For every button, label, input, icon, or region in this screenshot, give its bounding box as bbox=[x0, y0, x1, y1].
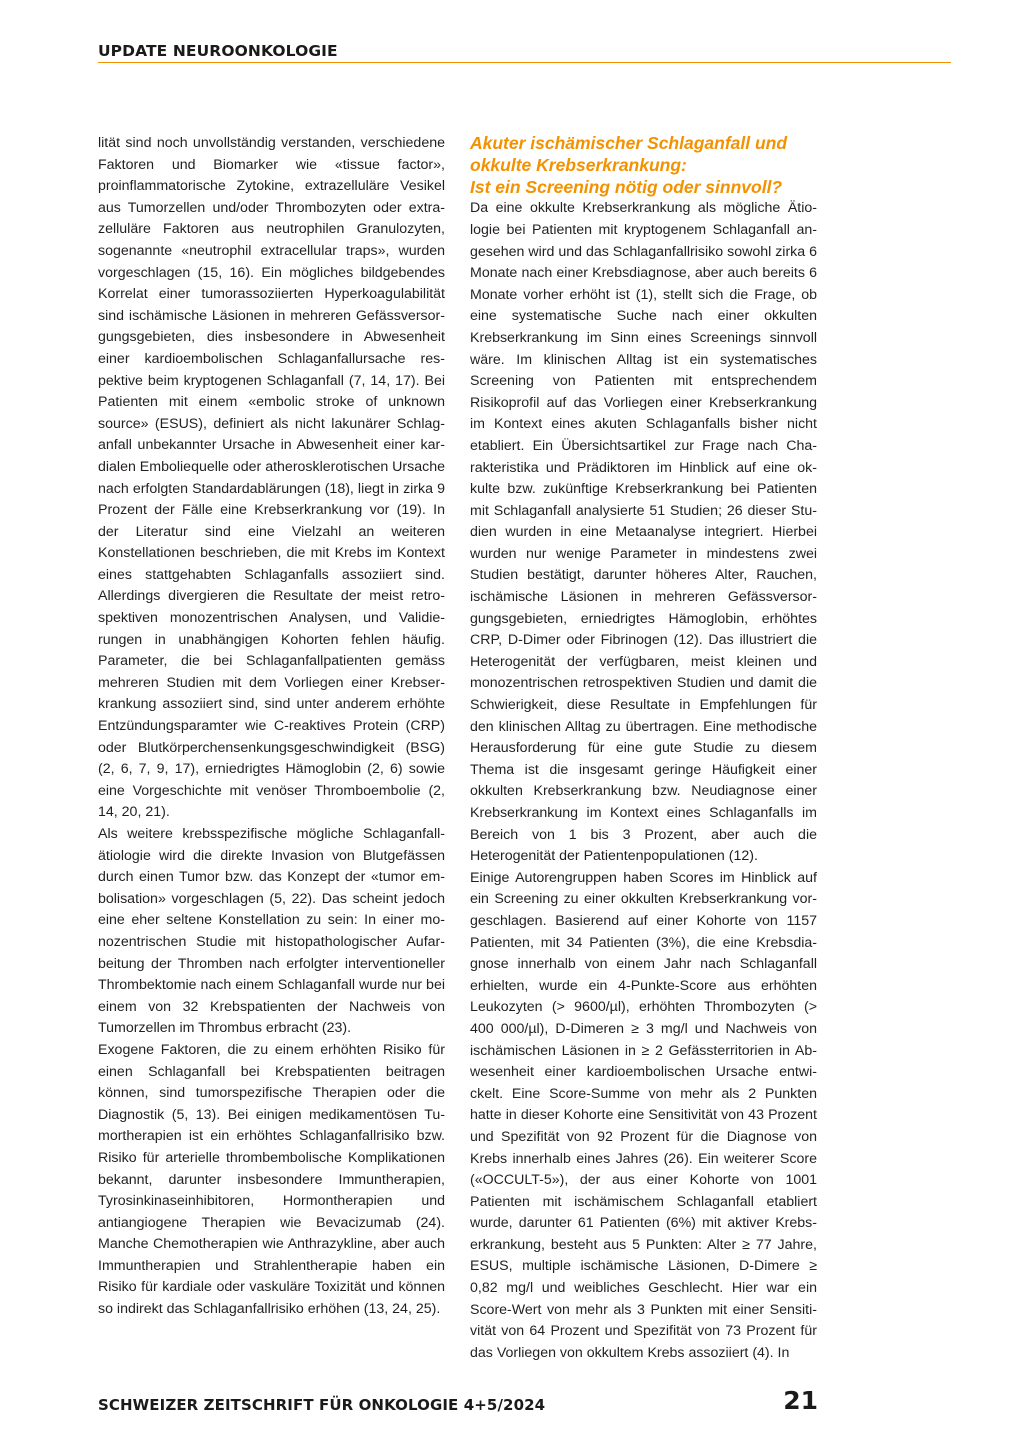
left-column bbox=[98, 133, 445, 1321]
section-title: UPDATE NEUROONKOLOGIE bbox=[98, 42, 338, 60]
journal-footer: SCHWEIZER ZEITSCHRIFT FÜR ONKOLOGIE 4+5/2024 bbox=[98, 1396, 546, 1414]
paragraph: lität sind noch unvollständig verstanden, verschiedene Faktoren und Biomarker wie «tissue factor», proinflammatorische Zytokine, extrazelluläre Vesikel aus Tumorzellen und/oder Thrombozyten oder extrazelluläre Faktoren aus neutrophilen Granulozyten, sogenannte «neutrophil extracellular traps», wurden vorgeschlagen (15, 16). Ein mögliches bildgebendes Korrelat einer tumorassoziierten Hyperkoagulabilität sind ischämische Läsionen in mehreren Gefässversorgungsgebieten, dies insbesondere in Abwesenheit einer kardioembolischen Schlaganfallursache respektive beim kryptogenen Schlaganfall (7, 14, 17). Bei Patienten mit einem «embolic stroke of unknown source» (ESUS), definiert als nicht lakunärer Schlaganfall unbekannter Ursache in Abwesenheit einer kardialen Emboliequelle oder atherosklerotischen Ursache nach erfolgten Standardablärungen (18), liegt in zirka 9 Prozent der Fälle eine Krebserkrankung vor (19). In der Literatur sind eine Vielzahl an weiteren Konstellationen beschrieben, die mit Krebs im Kontext eines stattgehabten Schlaganfalls assoziiert sind. Allerdings divergieren die Resultate der meist retrospektiven monozentrischen Analysen, und Validierungen in unabhängigen Kohorten fehlen häufig. Parameter, die bei Schlaganfallpatienten gemäss mehreren Studien mit dem Vorliegen einer Krebserkrankung assoziiert sind, sind unter anderem erhöhte Entzündungsparamter wie C-reaktives Protein (CRP) oder Blutkörperchensenkungsgeschwindigkeit (BSG) (2, 6, 7, 9, 17), erniedrigtes Hämoglobin (2, 6) sowie eine Vorgeschichte mit venöser Thromboembolie (2, 14, 20, 21). bbox=[98, 135, 446, 821]
subheading-line: okkulte Krebserkrankung: bbox=[470, 154, 687, 175]
paragraph: Exogene Faktoren, die zu einem erhöhten Risiko für einen Schlaganfall bei Krebspatienten beitragen können, sind tumorspezifische Therapien oder die Diagnostik (5, 13). Bei einigen medikamentösen Tumortherapien ist ein erhöhtes Schlaganfallrisiko bzw. Risiko für arterielle thrombembolische Komplikationen bekannt, darunter insbesondere Immuntherapien, Tyrosinkinaseinhibitoren, Hormontherapien und antiangiogene Therapien wie Bevacizumab (24). Manche Chemotherapien wie Anthrazykline, aber auch Immuntherapien und Strahlentherapie haben ein Risiko für kardiale oder vaskuläre Toxizität und können so indirekt das Schlaganfallrisiko erhöhen (13, 24, 25). bbox=[98, 1041, 445, 1318]
running-header bbox=[98, 42, 951, 63]
right-column bbox=[470, 133, 817, 1364]
page-number: 21 bbox=[783, 1386, 818, 1415]
section-subheading bbox=[470, 133, 817, 198]
subheading-line: Ist ein Screening nötig oder sinnvoll? bbox=[470, 176, 783, 197]
paragraph: Als weitere krebsspezifische mögliche Schlaganfallätiologie wird die direkte Invasion von Blutgefässen durch einen Tumor bzw. das Konzept der «tumor embolisation» vorgeschlagen (5, 22). Das scheint jedoch eine eher seltene Konstellation zu sein: In einer monozentrischen Studie mit histopathologischer Aufarbeitung der Thromben nach erfolgter interventioneller Thrombektomie nach einem Schlaganfall wurde nur bei einem von 32 Krebspatienten der Nachweis von Tumorzellen im Thrombus erbracht (23). bbox=[98, 826, 445, 1037]
subheading-line: Akuter ischämischer Schlaganfall und bbox=[470, 133, 788, 153]
paragraph: Einige Autorengruppen haben Scores im Hinblick auf ein Screening zu einer okkulten Krebserkrankung vorgeschlagen. Basierend auf einer Kohorte von 1157 Patienten, mit 34 Patienten (3%), die eine Krebsdiagnose innerhalb von einem Jahr nach Schlaganfall erhielten, wurde ein 4-Punkte-Score aus erhöhten Leukozyten (> 9600/µl), erhöhten Thrombozyten (> 400 000/µl), D-Dimeren ≥ 3 mg/l und Nachweis von ischämischen Läsionen in ≥ 2 Gefässterritorien in Abwesenheit einer kardioembolischen Ursache entwickelt. Eine Score-Summe von mehr als 2 Punkten hatte in dieser Kohorte eine Sensitivität von 43 Prozent und Spezifität von 92 Prozent für die Diagnose von Krebs innerhalb eines Jahres (26). Ein weiterer Score («OCCULT-5»), der aus einer Kohorte von 1001 Patienten mit ischämischem Schlaganfall etabliert wurde, darunter 61 Patienten (6%) mit aktiver Krebserkrankung, besteht aus 5 Punkten: Alter ≥ 77 Jahre, ESUS, multiple ischämische Läsionen, D-Dimere ≥ 0,82 mg/l und weibliches Geschlecht. Hier war ein Score-Wert von mehr als 3 Punkten mit einer Sensitivität von 64 Prozent und Spezifität von 73 Prozent für das Vorliegen von okkultem Krebs assoziiert (4). In bbox=[470, 869, 817, 1361]
paragraph: Da eine okkulte Krebserkrankung als mögliche Ätiologie bei Patienten mit kryptogenem Schlaganfall angesehen wird und das Schlaganfallrisiko sowohl zirka 6 Monate nach einer Krebsdiagnose, aber auch bereits 6 Monate vorher erhöht ist (1), stellt sich die Frage, ob eine systematische Suche nach einer okkulten Krebserkrankung im Sinn eines Screenings sinnvoll wäre. Im klinischen Alltag ist ein systematisches Screening von Patienten mit entsprechendem Risikoprofil auf das Vorliegen einer Krebserkrankung im Kontext eines akuten Schlaganfalls bisher nicht etabliert. Ein Übersichtsartikel zur Frage nach Charakteristika und Prädiktoren im Hinblick auf eine okkulte bzw. zukünftige Krebserkrankung bei Patienten mit Schlaganfall analysierte 51 Studien; 26 dieser Studien wurden in eine Metaanalyse integriert. Hierbei wurden nur wenige Parameter in mindestens zwei Studien bestätigt, darunter höheres Alter, Rauchen, ischämische Läsionen in mehreren Gefässversorgungsgebieten, erniedrigtes Hämoglobin, erhöhtes CRP, D-Dimer oder Fibrinogen (12). Das illustriert die Heterogenität der verfügbaren, meist kleinen und monozentrischen retrospektiven Studien und damit die Schwierigkeit, diese Resultate in Empfehlungen für den klinischen Alltag zu übertragen. Eine methodische Herausforderung für eine gute Studie zu diesem Thema ist die insgesamt geringe Häufigkeit einer okkulten Krebserkrankung bzw. Neudiagnose einer Krebserkrankung im Kontext eines Schlaganfalls im Bereich von 1 bis 3 Prozent, aber auch die Heterogenität der Patientenpopulationen (12). bbox=[470, 200, 817, 865]
